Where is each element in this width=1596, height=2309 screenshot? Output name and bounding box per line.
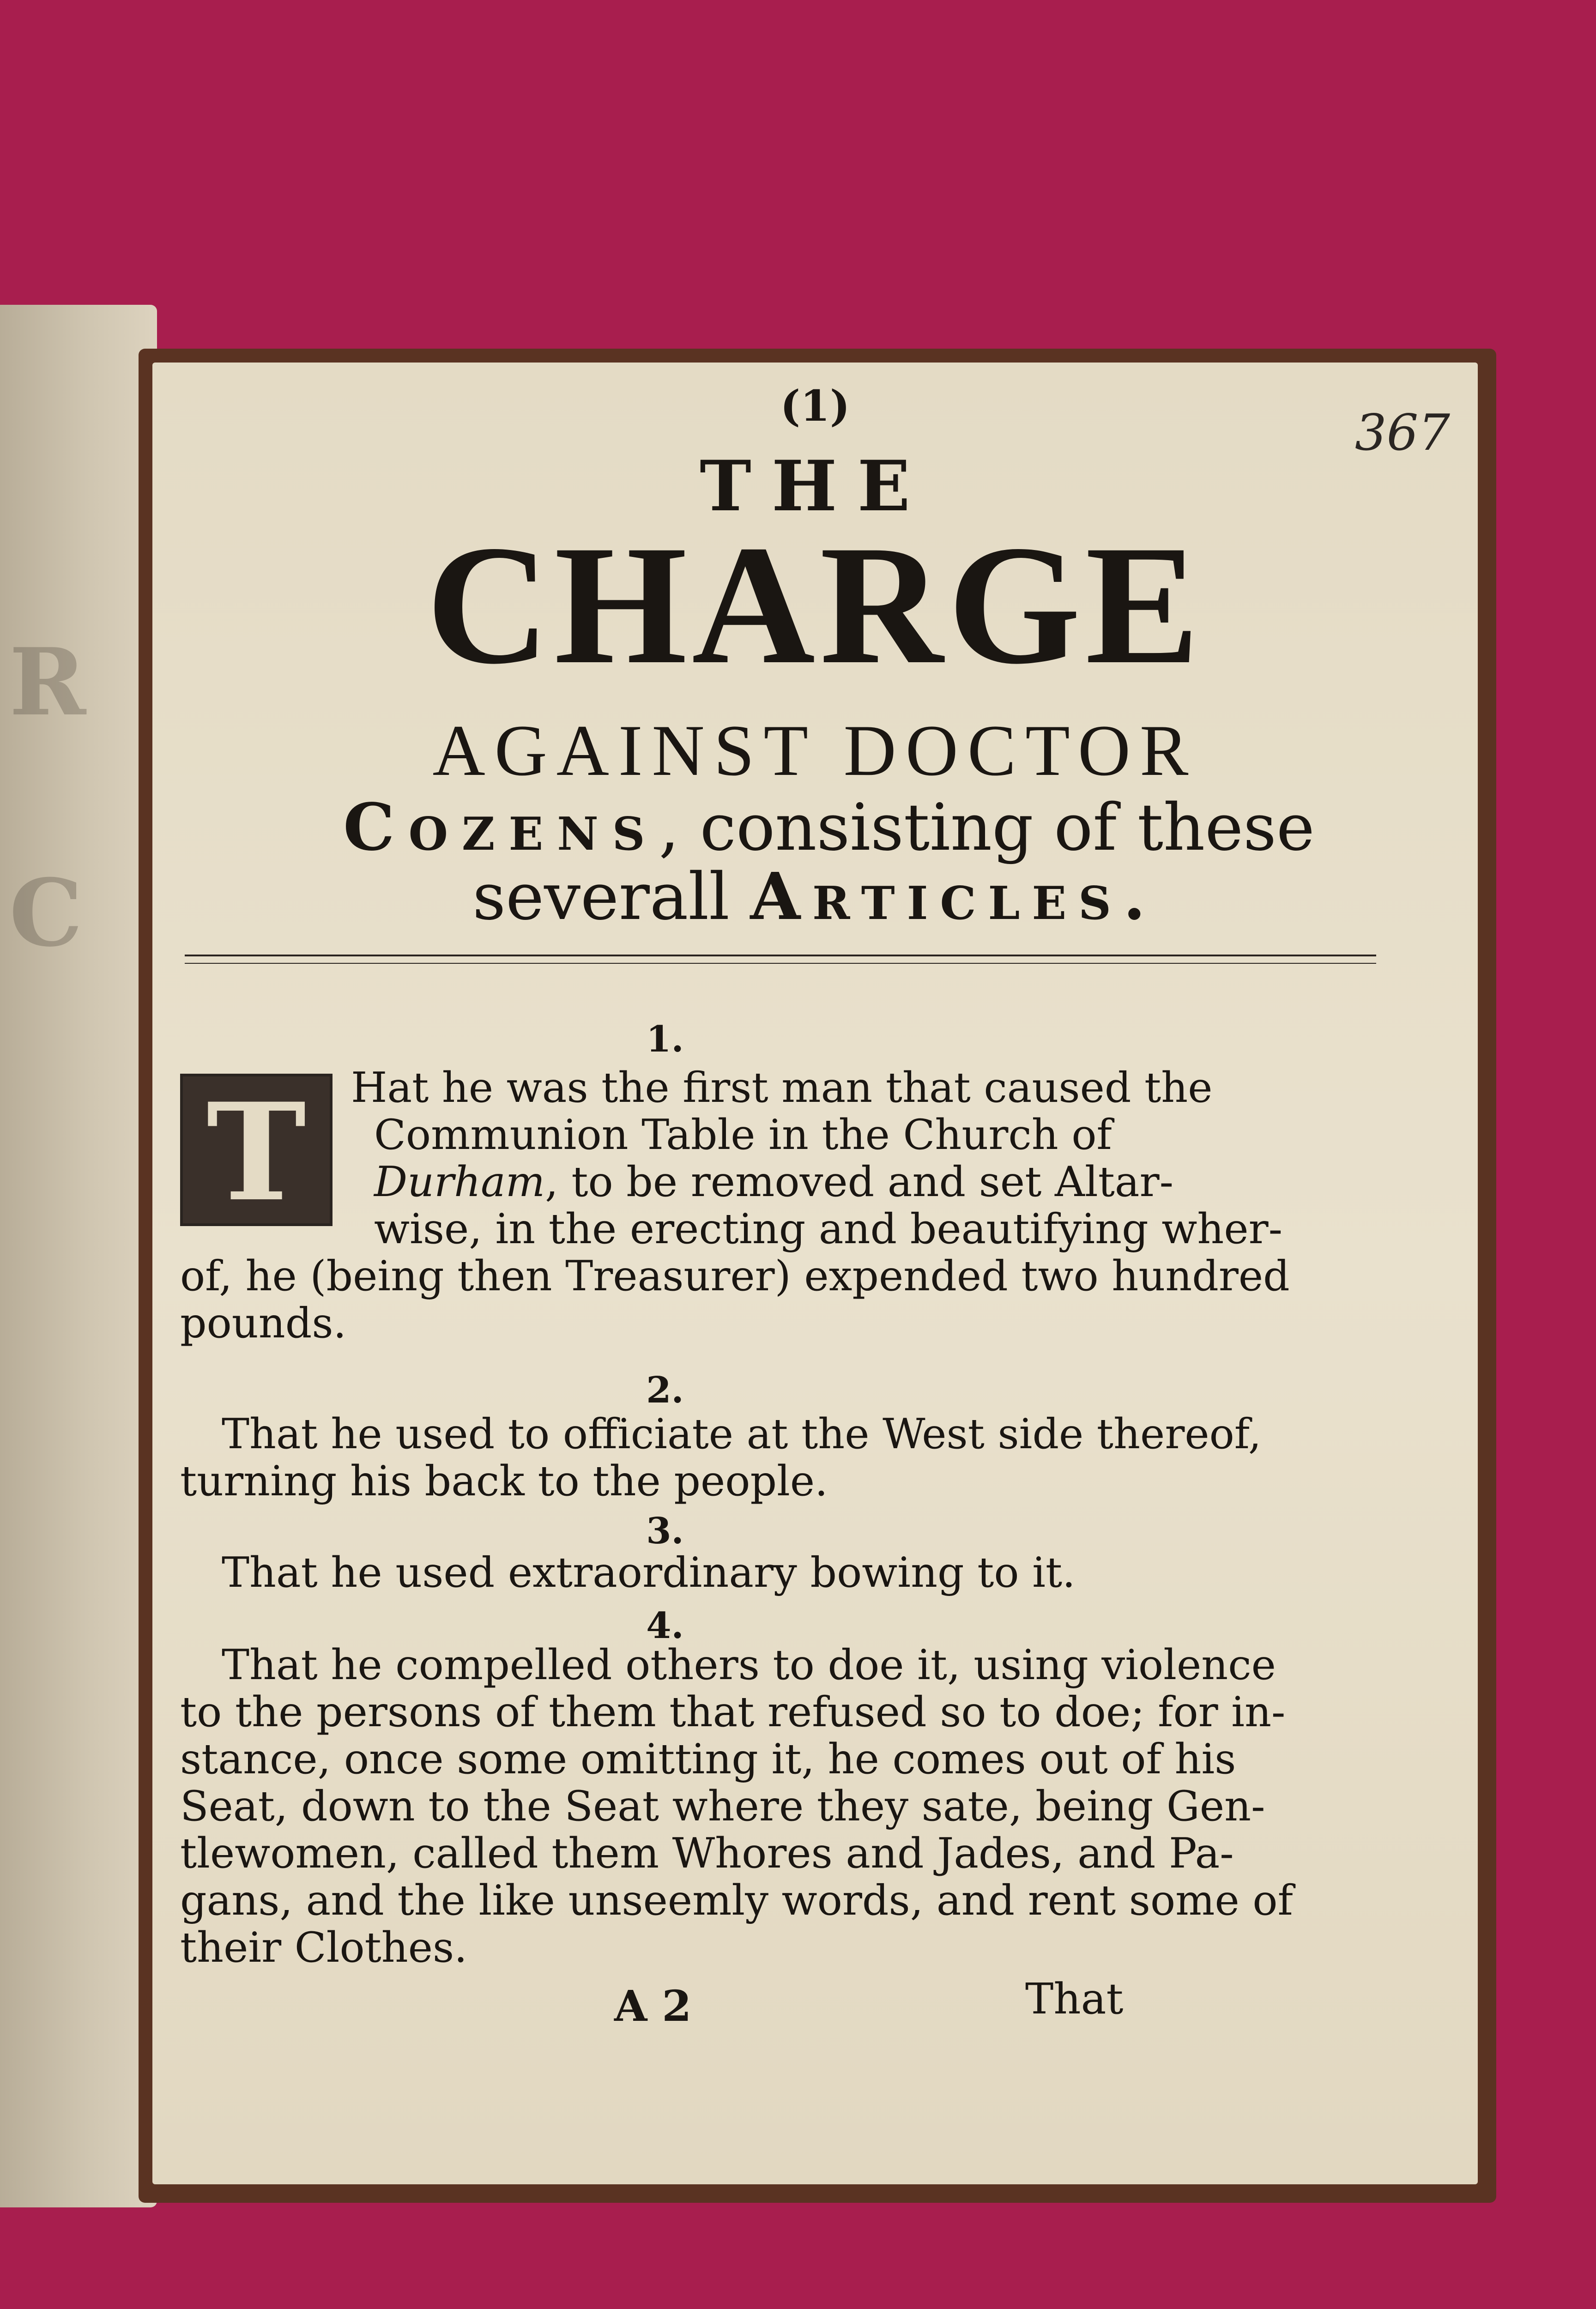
article-line: Hat he was the first man that caused the bbox=[351, 1064, 1213, 1112]
title-rule-thin bbox=[185, 963, 1376, 964]
title-the: THE bbox=[700, 446, 931, 527]
article-line: Communion Table in the Church of bbox=[374, 1111, 1112, 1159]
folio-number: 367 bbox=[1354, 404, 1450, 462]
article-line: turning his back to the people. bbox=[180, 1457, 828, 1505]
article-number: 3. bbox=[646, 1510, 684, 1552]
article-line: tlewomen, called them Whores and Jades, and Pa- bbox=[180, 1829, 1234, 1878]
page-number: (1) bbox=[780, 381, 850, 431]
article-line: their Clothes. bbox=[180, 1923, 467, 1972]
bleed-through-glyph: R bbox=[9, 628, 86, 737]
signature-mark: A 2 bbox=[614, 1981, 692, 2031]
article-line: That he used extraordinary bowing to it. bbox=[222, 1548, 1076, 1597]
title-line-cozens bbox=[180, 790, 1478, 865]
article-line: That he compelled others to doe it, using violence bbox=[222, 1641, 1276, 1689]
title-name: Cozens bbox=[343, 790, 659, 865]
article-line: to the persons of them that refused so to doe; for in- bbox=[180, 1688, 1286, 1736]
book-page bbox=[152, 363, 1478, 2184]
article-line: Seat, down to the Seat where they sate, being Gen- bbox=[180, 1782, 1265, 1831]
article-number: 1. bbox=[646, 1018, 684, 1060]
article-line: of, he (being then Treasurer) expended two hundred bbox=[180, 1252, 1290, 1300]
article-line: That he used to officiate at the West side thereof, bbox=[222, 1410, 1262, 1458]
article-line: wise, in the erecting and beautifying wher- bbox=[374, 1205, 1283, 1253]
bleed-through-glyph: C bbox=[9, 859, 83, 967]
article-line: Durham, to be removed and set Altar- bbox=[374, 1158, 1174, 1206]
article-line: pounds. bbox=[180, 1299, 347, 1348]
article-number: 2. bbox=[646, 1369, 684, 1411]
catchword: That bbox=[1025, 1974, 1124, 2024]
decorated-initial: T bbox=[180, 1074, 332, 1226]
facing-page-edge bbox=[0, 305, 157, 2207]
place-name: Durham bbox=[374, 1158, 545, 1206]
article-line: stance, once some omitting it, he comes out of his bbox=[180, 1735, 1236, 1783]
title-articles: Articles. bbox=[750, 859, 1158, 935]
article-number: 4. bbox=[646, 1605, 684, 1647]
title-charge: CHARGE bbox=[426, 510, 1204, 700]
title-line-severall bbox=[152, 859, 1478, 935]
title-against-doctor: AGAINST DOCTOR bbox=[432, 710, 1198, 791]
title-line3-rest: , consisting of these bbox=[659, 790, 1315, 865]
title-line4-start: severall bbox=[472, 859, 730, 935]
article-line: gans, and the like unseemly words, and rent some of bbox=[180, 1876, 1293, 1925]
title-rule bbox=[185, 955, 1376, 956]
